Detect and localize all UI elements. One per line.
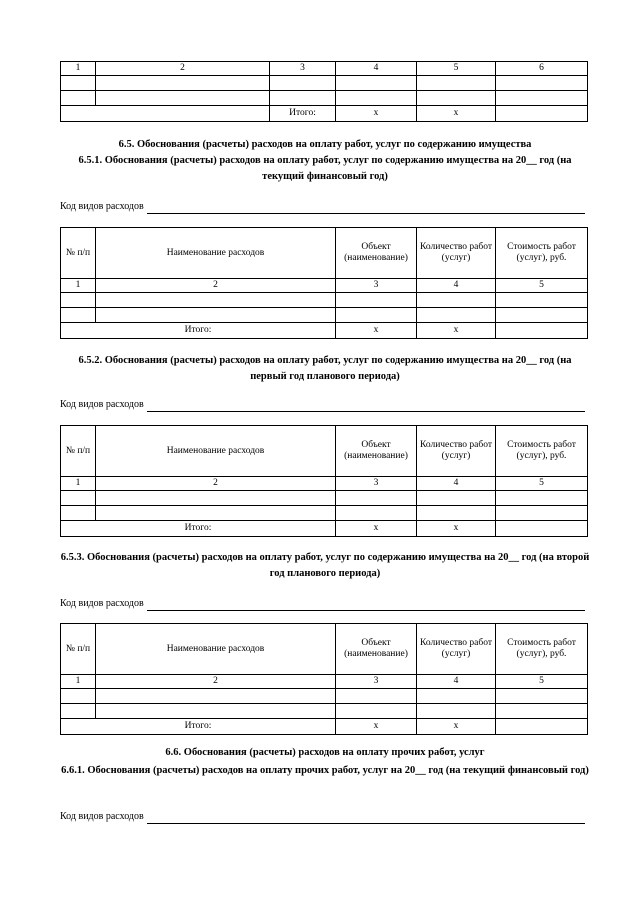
col-header-cost: Стоимость работ (услуг), руб. (496, 426, 588, 477)
table-row (61, 491, 588, 506)
col-header-name: Наименование расходов (96, 228, 336, 279)
header-row (61, 624, 588, 675)
expense-code-line[interactable] (147, 202, 585, 214)
header-row (61, 228, 588, 279)
x-mark: x (336, 323, 417, 339)
col-number: 5 (496, 477, 588, 491)
col-header-name: Наименование расходов (96, 426, 336, 477)
expense-code-line[interactable] (147, 400, 585, 412)
section-6-5-1-heading: 6.5.1. Обоснования (расчеты) расходов на оплату работ, услуг по содержанию имущества на 20__ год (на текущий финансовый год) (78, 155, 572, 182)
col-number: 4 (336, 62, 417, 76)
x-mark: x (336, 521, 417, 537)
expense-code-field (60, 810, 585, 824)
table-row (61, 506, 588, 521)
table-6-5-2 (60, 425, 588, 537)
col-header-no: № п/п (61, 624, 96, 675)
total-row (61, 323, 588, 339)
col-header-qty: Количество работ (услуг) (417, 228, 496, 279)
table-row (61, 308, 588, 323)
x-mark: x (417, 106, 496, 122)
header-row (61, 426, 588, 477)
expense-code-label: Код видов расходов (60, 399, 144, 410)
section-6-5-3-heading: 6.5.3. Обоснования (расчеты) расходов на оплату работ, услуг по содержанию имущества на 20__ год (на второй год планового периода) (60, 552, 590, 579)
col-header-name: Наименование расходов (96, 624, 336, 675)
section-6-5-2-heading: 6.5.2. Обоснования (расчеты) расходов на оплату работ, услуг по содержанию имущества на 20__ год (на первый год планового периода) (78, 355, 572, 382)
section-6-6-heading: 6.6. Обоснования (расчеты) расходов на оплату прочих работ, услуг (165, 747, 485, 758)
x-mark: x (417, 719, 496, 735)
total-row (61, 106, 588, 122)
col-number: 2 (96, 62, 270, 76)
number-row (61, 477, 588, 491)
col-number: 4 (417, 477, 496, 491)
col-number: 1 (61, 279, 96, 293)
table-row (61, 689, 588, 704)
col-number: 3 (336, 477, 417, 491)
table-row (61, 293, 588, 308)
number-row (61, 279, 588, 293)
col-number: 3 (270, 62, 336, 76)
col-header-object: Объект (наименование) (336, 228, 417, 279)
section-6-6-1-heading: 6.6.1. Обоснования (расчеты) расходов на оплату прочих работ, услуг на 20__ год (на текущий финансовый год) (61, 765, 589, 776)
col-number: 3 (336, 675, 417, 689)
col-header-qty: Количество работ (услуг) (417, 624, 496, 675)
col-number: 4 (417, 675, 496, 689)
expense-code-field (60, 597, 585, 611)
col-header-object: Объект (наименование) (336, 624, 417, 675)
total-label: Итого: (61, 719, 336, 735)
expense-code-line[interactable] (147, 812, 585, 824)
col-header-object: Объект (наименование) (336, 426, 417, 477)
expense-code-label: Код видов расходов (60, 811, 144, 822)
col-header-no: № п/п (61, 426, 96, 477)
total-row (61, 719, 588, 735)
table-row (61, 91, 588, 106)
table-6-5-3 (60, 623, 588, 735)
section-6-5-heading: 6.5. Обоснования (расчеты) расходов на оплату работ, услуг по содержанию имущества (118, 139, 532, 150)
col-number: 5 (496, 675, 588, 689)
col-number: 2 (96, 477, 336, 491)
total-row (61, 521, 588, 537)
col-number: 5 (496, 279, 588, 293)
expense-code-field (60, 200, 585, 214)
number-row (61, 62, 588, 76)
top-table (60, 61, 588, 122)
col-header-qty: Количество работ (услуг) (417, 426, 496, 477)
total-label: Итого: (61, 521, 336, 537)
col-number: 2 (96, 675, 336, 689)
col-number: 5 (417, 62, 496, 76)
col-number: 3 (336, 279, 417, 293)
col-number: 1 (61, 62, 96, 76)
col-header-cost: Стоимость работ (услуг), руб. (496, 228, 588, 279)
x-mark: x (417, 521, 496, 537)
x-mark: x (417, 323, 496, 339)
total-label: Итого: (270, 106, 336, 122)
table-6-5-1 (60, 227, 588, 339)
col-header-no: № п/п (61, 228, 96, 279)
total-label: Итого: (61, 323, 336, 339)
expense-code-label: Код видов расходов (60, 598, 144, 609)
expense-code-line[interactable] (147, 599, 585, 611)
table-row (61, 76, 588, 91)
col-number: 4 (417, 279, 496, 293)
col-header-cost: Стоимость работ (услуг), руб. (496, 624, 588, 675)
expense-code-label: Код видов расходов (60, 201, 144, 212)
col-number: 2 (96, 279, 336, 293)
x-mark: x (336, 719, 417, 735)
expense-code-field (60, 398, 585, 412)
col-number: 6 (496, 62, 588, 76)
x-mark: x (336, 106, 417, 122)
table-row (61, 704, 588, 719)
number-row (61, 675, 588, 689)
col-number: 1 (61, 477, 96, 491)
col-number: 1 (61, 675, 96, 689)
